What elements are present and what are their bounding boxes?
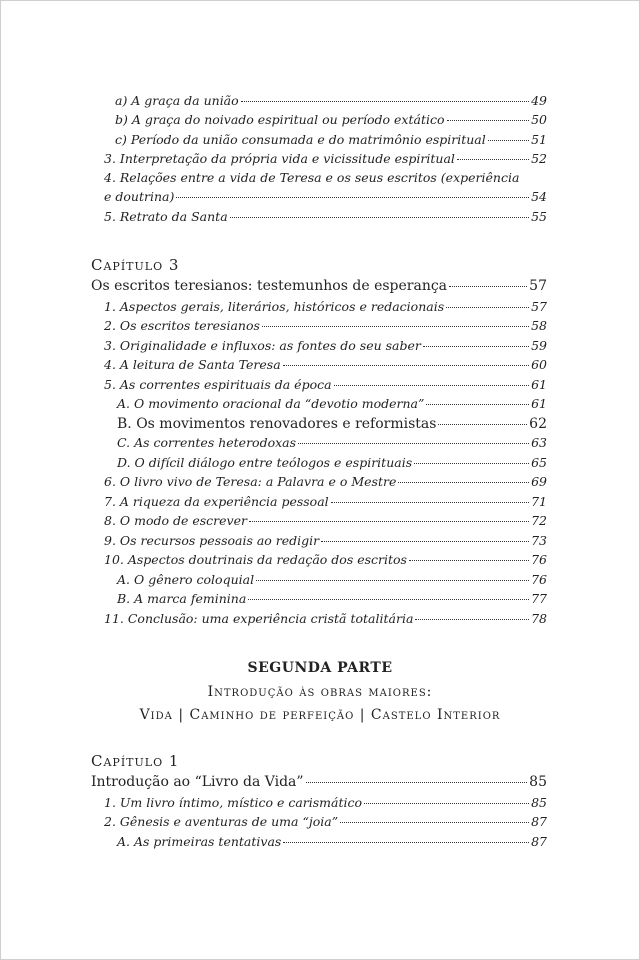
leader-dots [334, 385, 530, 386]
toc-entry [104, 337, 547, 355]
toc-entry-page: 51 [531, 132, 547, 147]
toc-entry-page: 60 [531, 357, 547, 372]
leader-dots [449, 286, 527, 287]
toc-entry-page: 57 [531, 299, 547, 314]
toc-entry [104, 150, 547, 168]
chapter-title: Os escritos teresianos: testemunhos de esperança [91, 278, 448, 294]
leader-dots [438, 424, 527, 425]
toc-entry [115, 111, 547, 129]
part-subtitle: Introdução às obras maiores: [207, 684, 433, 700]
toc-entry-label: A. O gênero coloquial [117, 572, 255, 587]
leader-dots [446, 307, 529, 308]
toc-entry [115, 131, 547, 149]
part-title: SEGUNDA PARTE [247, 660, 393, 676]
toc-entry-page: 71 [531, 494, 547, 509]
toc-entry [104, 473, 547, 491]
toc-entry [104, 794, 547, 812]
toc-entry-label: b) A graça do noivado espiritual ou período extático [115, 112, 445, 127]
chapter-heading [91, 256, 179, 274]
toc-entry-page: 77 [531, 591, 547, 606]
toc-entry [104, 551, 547, 569]
leader-dots [457, 159, 529, 160]
toc-entry [104, 188, 547, 206]
toc-entry-label-line1: 4. Relações entre a vida de Teresa e os seus escritos (experiência [104, 170, 520, 185]
toc-entry-page: 54 [531, 189, 547, 204]
toc-entry [117, 454, 547, 472]
leader-dots [249, 521, 529, 522]
toc-entry [104, 813, 547, 831]
toc-entry-page: 72 [531, 513, 547, 528]
toc-entry-label: 6. O livro vivo de Teresa: a Palavra e o Mestre [104, 474, 397, 489]
toc-entry [117, 833, 547, 851]
toc-entry-label: 1. Aspectos gerais, literários, históricos e redacionais [104, 299, 445, 314]
toc-entry-label: 4. A leitura de Santa Teresa [104, 357, 281, 372]
toc-entry-label: c) Período da união consumada e do matrimônio espiritual [115, 132, 486, 147]
leader-dots [409, 560, 529, 561]
toc-entry-page: 58 [531, 318, 547, 333]
leader-dots [283, 842, 529, 843]
toc-entry-page: 59 [531, 338, 547, 353]
toc-entry-label-line2: e doutrina) [104, 189, 175, 204]
toc-entry-page: 87 [531, 834, 547, 849]
chapter-title: Introdução ao “Livro da Vida” [91, 774, 304, 790]
toc-entry-label: 10. Aspectos doutrinais da redação dos escritos [104, 552, 407, 567]
toc-entry [117, 434, 547, 452]
leader-dots [331, 502, 529, 503]
chapter-title-entry [91, 277, 547, 295]
toc-entry [104, 493, 547, 511]
toc-entry-label: A. O movimento oracional da “devotio moderna” [117, 396, 425, 411]
toc-entry-label: a) A graça da união [115, 93, 239, 108]
chapter-heading-text: Capítulo 1 [91, 752, 180, 770]
toc-entry-page: 63 [531, 435, 547, 450]
toc-entry [104, 356, 547, 374]
leader-dots [256, 580, 529, 581]
leader-dots [340, 822, 529, 823]
chapter-title-entry [91, 773, 547, 791]
toc-entry-label: 7. A riqueza da experiência pessoal [104, 494, 329, 509]
chapter-heading [91, 752, 179, 770]
toc-entry-label: 9. Os recursos pessoais ao redigir [104, 533, 320, 548]
toc-entry-page: 62 [529, 416, 547, 432]
toc-entry-label: 2. Os escritos teresianos [104, 318, 260, 333]
leader-dots [176, 197, 529, 198]
toc-entry [117, 395, 547, 413]
toc-entry [104, 610, 547, 628]
toc-entry-label: 3. Interpretação da própria vida e vicissitude espiritual [104, 151, 455, 166]
toc-entry [104, 208, 547, 226]
toc-entry-page: 76 [531, 572, 547, 587]
toc-entry-page: 65 [531, 455, 547, 470]
toc-entry-page: 61 [531, 377, 547, 392]
toc-entry-label: 1. Um livro íntimo, místico e carismático [104, 795, 363, 810]
toc-entry-label: C. As correntes heterodoxas [117, 435, 297, 450]
toc-entry-page: 87 [531, 814, 547, 829]
toc-entry-page: 69 [531, 474, 547, 489]
toc-entry [104, 532, 547, 550]
leader-dots [262, 326, 529, 327]
leader-dots [398, 482, 529, 483]
toc-entry-page: 49 [531, 93, 547, 108]
toc-entry-label: B. A marca feminina [117, 591, 247, 606]
leader-dots [230, 217, 529, 218]
toc-entry-label: B. Os movimentos renovadores e reformistas [117, 416, 437, 432]
toc-entry-label: 5. As correntes espirituais da época [104, 377, 332, 392]
leader-dots [298, 443, 529, 444]
toc-entry [104, 317, 547, 335]
leader-dots [423, 346, 529, 347]
leader-dots [364, 803, 529, 804]
chapter-title-page: 57 [529, 278, 547, 294]
toc-entry-label: D. O difícil diálogo entre teólogos e espirituais [117, 455, 413, 470]
leader-dots [447, 120, 530, 121]
toc-entry [104, 512, 547, 530]
toc-entry [115, 92, 547, 110]
toc-entry-page: 61 [531, 396, 547, 411]
leader-dots [415, 619, 529, 620]
chapter-heading-text: Capítulo 3 [91, 256, 180, 274]
toc-entry-label: A. As primeiras tentativas [117, 834, 282, 849]
toc-entry-label: 3. Originalidade e influxos: as fontes do seu saber [104, 338, 421, 353]
toc-entry-label: 8. O modo de escrever [104, 513, 247, 528]
leader-dots [306, 782, 528, 783]
leader-dots [241, 101, 529, 102]
toc-entry [104, 376, 547, 394]
toc-entry-page: 52 [531, 151, 547, 166]
leader-dots [488, 140, 529, 141]
toc-entry-page: 85 [531, 795, 547, 810]
toc-entry-page: 76 [531, 552, 547, 567]
toc-entry-page: 50 [531, 112, 547, 127]
leader-dots [248, 599, 529, 600]
leader-dots [321, 541, 529, 542]
chapter-title-page: 85 [529, 774, 547, 790]
toc-entry [104, 298, 547, 316]
leader-dots [414, 463, 529, 464]
toc-entry-page: 78 [531, 611, 547, 626]
part-works: Vida | Caminho de perfeição | Castelo Interior [139, 707, 501, 723]
toc-entry-label: 11. Conclusão: uma experiência cristã totalitária [104, 611, 414, 626]
toc-entry-page: 55 [531, 209, 547, 224]
toc-entry [117, 590, 547, 608]
toc-entry-label: 2. Gênesis e aventuras de uma “joia” [104, 814, 339, 829]
toc-entry-page: 73 [531, 533, 547, 548]
toc-entry-label: 5. Retrato da Santa [104, 209, 228, 224]
leader-dots [426, 404, 529, 405]
toc-entry [117, 571, 547, 589]
leader-dots [283, 365, 529, 366]
toc-entry [117, 415, 547, 433]
